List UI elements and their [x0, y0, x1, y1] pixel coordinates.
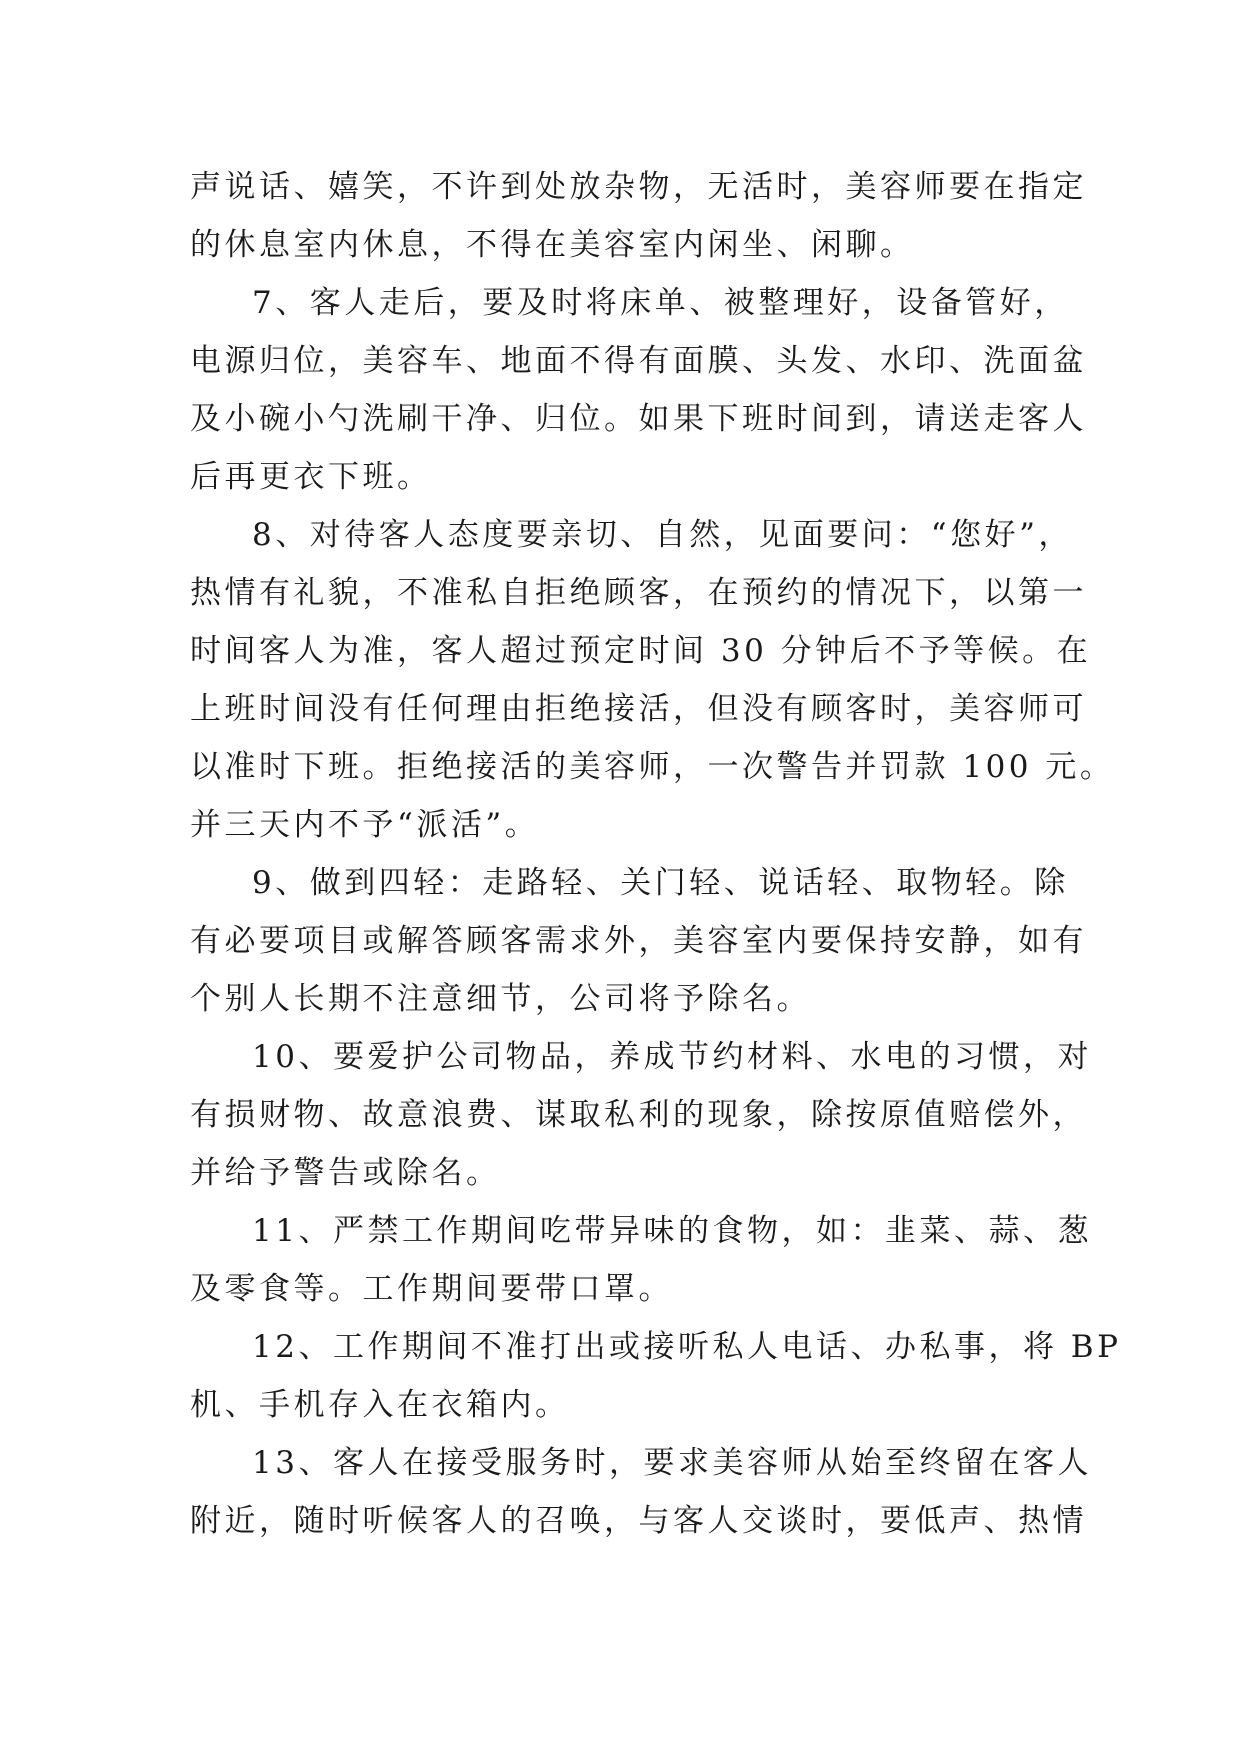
rule-9-first-line: 9、做到四轻：走路轻、关门轻、说话轻、取物轻。除: [252, 865, 1069, 901]
rule-11-first-line: 11、严禁工作期间吃带异味的食物，如：韭菜、蒜、葱: [252, 1213, 1092, 1249]
rule-7-first-line: 7、客人走后，要及时将床单、被整理好，设备管好，: [252, 285, 1069, 321]
rule-12-first-line: 12、工作期间不准打出或接听私人电话、办私事，将 BP: [252, 1329, 1122, 1365]
text-line: 有损财物、故意浪费、谋取私利的现象，除按原值赔偿外，: [190, 1097, 1087, 1133]
rule-8-first-line: 8、对待客人态度要亲切、自然，见面要问：“您好”，: [252, 517, 1073, 553]
rule-13-first-line: 13、客人在接受服务时，要求美容师从始至终留在客人: [252, 1445, 1092, 1481]
text-line: 及小碗小勺洗刷干净、归位。如果下班时间到，请送走客人: [190, 401, 1087, 437]
text-line: 并三天内不予“派活”。: [190, 807, 540, 843]
text-line: 附近，随时听候客人的召唤，与客人交谈时，要低声、热情: [190, 1503, 1087, 1539]
text-line: 有必要项目或解答顾客需求外，美容室内要保持安静，如有: [190, 923, 1087, 959]
document-page: [190, 158, 1122, 1550]
text-line: 并给予警告或除名。: [190, 1155, 501, 1191]
text-line: 上班时间没有任何理由拒绝接活，但没有顾客时，美容师可: [190, 691, 1087, 727]
text-line: 时间客人为准，客人超过预定时间 30 分钟后不予等候。在: [190, 633, 1092, 669]
text-line: 后再更衣下班。: [190, 459, 432, 495]
text-line: 的休息室内休息，不得在美容室内闲坐、闲聊。: [190, 227, 915, 263]
text-line: 电源归位，美容车、地面不得有面膜、头发、水印、洗面盆: [190, 343, 1087, 379]
text-line: 热情有礼貌，不准私自拒绝顾客，在预约的情况下，以第一: [190, 575, 1087, 611]
text-line: 声说话、嬉笑，不许到处放杂物，无活时，美容师要在指定: [190, 169, 1087, 205]
text-line: 以准时下班。拒绝接活的美容师，一次警告并罚款 100 元。: [190, 749, 1115, 785]
text-line: 机、手机存入在衣箱内。: [190, 1387, 570, 1423]
text-line: 个别人长期不注意细节，公司将予除名。: [190, 981, 811, 1017]
text-line: 及零食等。工作期间要带口罩。: [190, 1271, 673, 1307]
rule-10-first-line: 10、要爱护公司物品，养成节约材料、水电的习惯，对: [252, 1039, 1092, 1075]
